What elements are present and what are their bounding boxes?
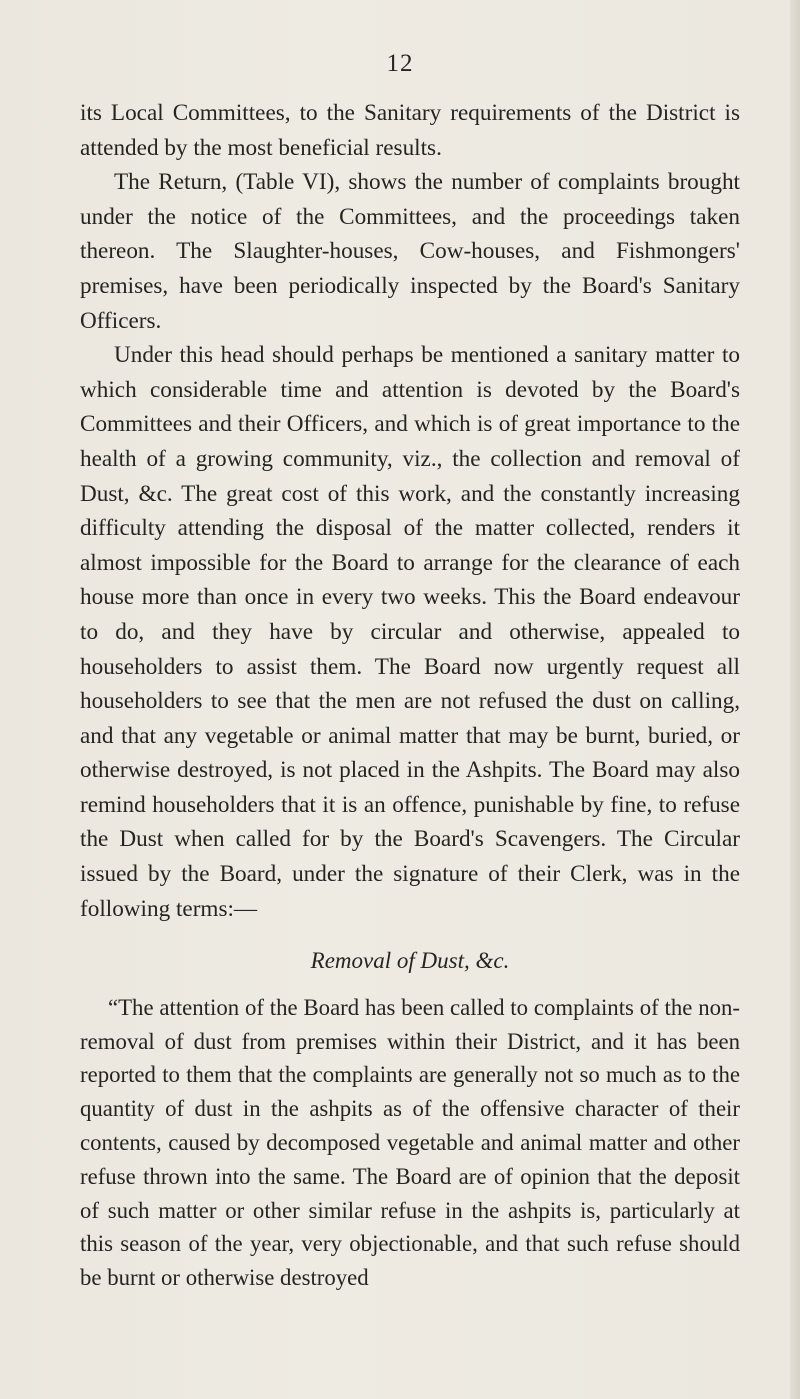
body-text — [80, 96, 740, 1295]
paragraph-return-table: The Return, (Table VI), shows the number of complaints brought under the notice of the Committees, and the proceedings taken thereon. The Slaughter-houses, Cow-houses, and Fishmongers' premises, have been periodically inspected by the Board's Sanitary Officers. — [80, 169, 740, 334]
page-edge — [790, 0, 800, 1399]
section-heading: Removal of Dust, &c. — [310, 948, 510, 974]
page-number: 12 — [386, 50, 414, 77]
circular-quote: “The attention of the Board has been called to complaints of the non-removal of dust from premises within their District, and it has been reported to them that the complaints are generally not so much as to the quantity of dust in the ashpits as of the offensive character of their contents, caused by decomposed vegetable and animal matter and other refuse thrown into the same. The Board are of opinion that the deposit of such matter or other similar refuse in the ashpits is, particularly at this season of the year, very objectionable, and that such refuse should be burnt or otherwise destroyed — [80, 994, 740, 1291]
paragraph-dust-removal: Under this head should perhaps be mentioned a sanitary matter to which considerable time and attention is devoted by the Board's Committees and their Officers, and which is of great importance to the health of a growing community, viz., the collection and removal of Dust, &c. The great cost of this work, and the constantly increasing difficulty attending the disposal of the matter collected, renders it almost impossible for the Board to arrange for the clearance of each house more than once in every two weeks. This the Board endeavour to do, and they have by circular and otherwise, appealed to householders to assist them. The Board now urgently request all householders to see that the men are not refused the dust on calling, and that any vegetable or animal matter that may be burnt, buried, or otherwise destroyed, is not placed in the Ashpits. The Board may also remind householders that it is an offence, punishable by fine, to refuse the Dust when called for by the Board's Scavengers. The Circular issued by the Board, under the signature of their Clerk, was in the following terms:— — [80, 342, 740, 922]
paragraph-continuation: its Local Committees, to the Sanitary requirements of the District is attended by the most beneficial results. — [80, 100, 740, 161]
